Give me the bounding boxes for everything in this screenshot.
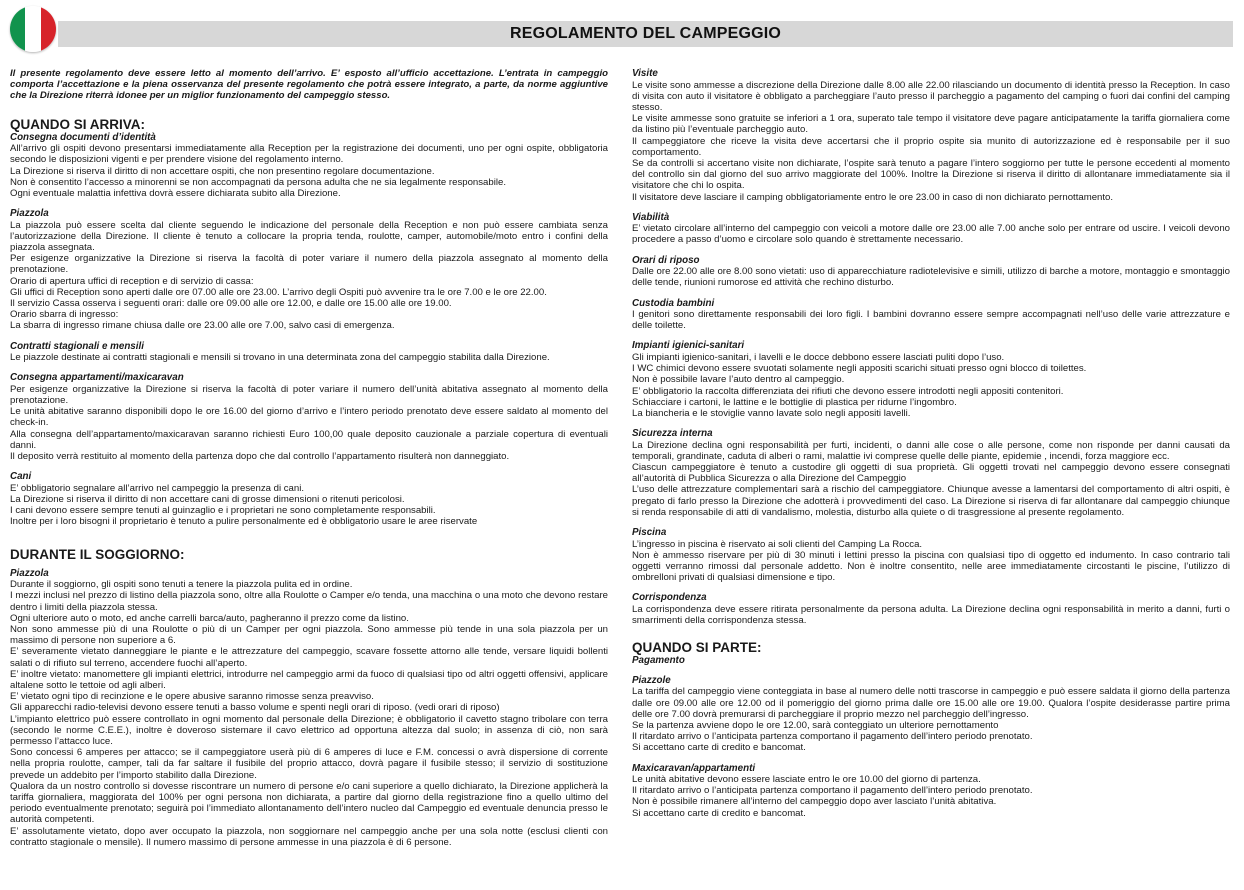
section-text: Per esigenze organizzative la Direzione si riserva la facoltà di poter variare il numero della piazzola assegnato al momento della prenotazione. — [10, 253, 608, 276]
section-title: Viabilità — [632, 211, 670, 223]
section — [10, 372, 608, 462]
section-text: I cani devono essere sempre tenuti al guinzaglio e i proprietari ne sono completamente responsabili. — [10, 505, 436, 517]
section — [10, 208, 608, 332]
departure-sections — [632, 675, 1230, 819]
intro-paragraph: Il presente regolamento deve essere letto al momento dell’arrivo. E’ esposto all’ufficio accettazione. L’entrata in campeggio comporta l’accettazione e la piena osservanza del presente regolamento che potrà essere integrato, a parte, da norme aggiuntive che la Direzione riterrà idonee per un miglior funzionamento del campeggio stesso. — [10, 68, 608, 102]
section — [632, 68, 1230, 203]
section-text: La piazzola può essere scelta dal cliente seguendo le indicazione del personale della Reception e non può essere cambiata senza l’autorizzazione della Direzione. Il cliente è tenuto a collocare la propria tenda, roulotte, camper, automobile/moto entro i confini della piazzola assegnata. — [10, 219, 608, 254]
section-text: La tariffa del campeggio viene conteggiata in base al numero delle notti trascorse in campeggio e può essere saldata il giorno della partenza dalle ore 09.00 alle ore 12.00 od il pomeriggio del giorno prima dalle ore 15.00 alle ore 19.00. Qualora l’ospite desiderasse partire prima delle ore 7.00 dovrà premurarsi di parcheggiare il proprio mezzo nel parcheggio dell’ingresso. — [632, 686, 1230, 720]
section-title: Sicurezza interna — [632, 428, 713, 440]
section-text: Se da controlli si accertano visite non dichiarate, l’ospite sarà tenuto a pagare l’intero soggiorno per tutte le persone eccedenti al momento del controllo sin dal giorno del suo arrivo maggiorate del 100%. Inoltre la Direzione si riserva il diritto di allontanare immediatamente sia il visitatore che chi lo ospita. — [632, 157, 1230, 192]
section-title: Consegna documenti d’identità — [10, 131, 156, 143]
section-title: Piazzola — [10, 208, 49, 220]
section — [632, 675, 1230, 754]
section — [632, 592, 1230, 626]
flag-red-stripe — [41, 6, 56, 52]
section-text: E’ vietato circolare all’interno del campeggio con veicoli a motore dalle ore 23.00 alle 7.00 anche solo per entrare od uscire. I veicoli devono procedere a passo d’uomo e circolare solo quando è strettamente necessario. — [632, 223, 1230, 246]
section-text: Il campeggiatore che riceve la visita deve accertarsi che il proprio ospite sia munito di autorizzazione ed è responsabile per il suo comportamento. — [632, 135, 1230, 158]
section-text: E’ vietato ogni tipo di recinzione e le opere abusive saranno rimosse senza preavviso. — [10, 691, 374, 703]
section-text: E’ inoltre vietato: manomettere gli impianti elettrici, introdurre nel campeggio armi da fuoco di qualsiasi tipo od altri oggetti offensivi, applicare altalene sotto le tettoie od agli alberi. — [10, 668, 608, 691]
section-text: L’impianto elettrico può essere controllato in ogni momento dal personale della Direzione; è obbligatorio il cavetto stagno tribolare con terra (secondo le norme C.E.E.), inoltre è doveroso sistemare il cavo elettrico ad opportuna altezza dal suolo; in assenza di ciò, non sarà permesso l’attacco luce. — [10, 713, 608, 747]
section-text: Le visite sono ammesse a discrezione della Direzione dalle 8.00 alle 22.00 rilasciando un documento di identità presso la Reception. In caso di visita con auto il visitatore è obbligato a parcheggiare l’auto presso il parcheggio a pagamento del camping o fuori dai confini del camping stesso. — [632, 79, 1230, 113]
section-text: Non è possibile rimanere all’interno del campeggio dopo aver lasciato l’unità abitativa. — [632, 796, 997, 808]
section-text: La Direzione si riserva il diritto di non accettare cani di grosse dimensioni o ritenuti pericolosi. — [10, 493, 405, 505]
section-text: Durante il soggiorno, gli ospiti sono tenuti a tenere la piazzola pulita ed in ordine. — [10, 579, 353, 591]
section-title: Impianti igienici-sanitari — [632, 340, 745, 352]
section-title: Maxicaravan/appartamenti — [632, 762, 756, 774]
section-title: Piazzole — [632, 674, 671, 686]
section-text: Ciascun campeggiatore è tenuto a custodire gli oggetti di sua proprietà. Gli oggetti trovati nel campeggio devono essere consegnati all’autorità di Pubblica Sicurezza o alla Direzione del Campeggio — [632, 462, 1230, 485]
section-text: Alla consegna dell’appartamento/maxicaravan saranno richiesti Euro 100,00 quale deposito cauzionale a parziale copertura di eventuali danni. — [10, 428, 608, 451]
departure-subheading: Pagamento — [632, 655, 685, 667]
section-title: Piscina — [632, 527, 667, 539]
flag-white-stripe — [25, 6, 40, 52]
section-text: Si accettano carte di credito e bancomat. — [632, 807, 806, 819]
section — [632, 428, 1230, 518]
section-title: Contratti stagionali e mensili — [10, 340, 144, 352]
section-text: La sbarra di ingresso rimane chiusa dalle ore 23.00 alle ore 7.00, salvo casi di emergenza. — [10, 320, 395, 332]
section-text: Non è possibile lavare l’auto dentro al campeggio. — [632, 374, 845, 386]
arrival-sections — [10, 132, 608, 528]
flag-green-stripe — [10, 6, 25, 52]
stay-sections — [10, 568, 608, 848]
section-text: L’uso delle attrezzature complementari sarà a rischio del campeggiatore. Chiunque avesse a lamentarsi del comportamento di altri ospiti, è pregato di farlo presso la Direzione che adotterà i provvedimenti del caso. La Direzione si riserva di far allontanare dal campeggio chiunque si renda responsabile di atti di vandalismo, molestia, disturbo alla quiete o di trasgressione al presente regolamento. — [632, 484, 1230, 518]
section — [10, 132, 608, 200]
section-text: I WC chimici devono essere svuotati solamente negli appositi scarichi situati presso ogni blocco di toilettes. — [632, 363, 1087, 375]
section-text: La Direzione declina ogni responsabilità per furti, incidenti, o danni alle cose o alle persone, come non risponde per danni causati da temporali, grandinate, caduta di alberi o rami, malattie ivi comprese quelle delle piante, epidemie , incendi, forza maggiore ecc. — [632, 439, 1230, 462]
section — [10, 568, 608, 848]
section-text: Si accettano carte di credito e bancomat. — [632, 742, 806, 754]
section-text: Gli apparecchi radio-televisi devono essere tenuti a basso volume e spenti negli orari di riposo. (vedi orari di riposo) — [10, 702, 500, 714]
section — [632, 212, 1230, 246]
section-text: La biancheria e le stoviglie vanno lavate solo negli appositi lavelli. — [632, 407, 911, 419]
section-text: Non è ammesso riservare per più di 30 minuti i lettini presso la piscina con qualsiasi tipo di oggetto ed indumento. In caso contrario tali oggetti verranno rimossi dal personale addetto. Non è inoltre consentito, nelle aree immediatamente circostanti le piscine, l’utilizzo di ombrelloni privati di qualsiasi dimensione e tipo. — [632, 549, 1230, 584]
right-sections — [632, 68, 1230, 626]
section-text: Non sono ammesse più di una Roulotte o più di un Camper per ogni piazzola. Sono ammesse più tende in una sola piazzola per un massimo di persone non superiore a 6. — [10, 623, 608, 647]
section-text: Le unità abitative saranno disponibili dopo le ore 16.00 del giorno d’arrivo e l’intero periodo prenotato deve essere saldato al momento del check-in. — [10, 406, 608, 429]
right-column — [632, 68, 1230, 828]
section-text: Il servizio Cassa osserva i seguenti orari: dalle ore 09.00 alle ore 12.00, e dalle ore 15.00 alle ore 19.00. — [10, 298, 452, 310]
section-text: Non è consentito l’accesso a minorenni se non accompagnati da persona adulta che ne sia legalmente responsabile. — [10, 176, 506, 188]
section-text: Il ritardato arrivo o l’anticipata partenza comportano il pagamento dell’intero periodo prenotato. — [632, 785, 1033, 797]
section-text: L’ingresso in piscina è riservato ai soli clienti del Camping La Rocca. — [632, 538, 923, 550]
departure-heading: QUANDO SI PARTE: — [632, 640, 762, 656]
section-text: La Direzione si riserva il diritto di non accettare ospiti, che non presentino regolare documentazione. — [10, 165, 435, 177]
section-text: Il ritardato arrivo o l’anticipata partenza comportano il pagamento dell’intero periodo prenotato. — [632, 731, 1033, 743]
section — [10, 341, 608, 364]
section-text: Il deposito verrà restituito al momento della partenza dopo che dal controllo l’appartamento risulterà non danneggiato. — [10, 451, 510, 463]
section-text: Ogni eventuale malattia infettiva dovrà essere dichiarata subito alla Direzione. — [10, 187, 341, 199]
title-bar — [58, 21, 1233, 47]
section-text: I genitori sono direttamente responsabili dei loro figli. I bambini dovranno essere sempre accompagnati nell’uso delle varie attrezzature e delle toilette. — [632, 309, 1230, 332]
section — [632, 763, 1230, 819]
section-title: Visite — [632, 68, 658, 79]
section-text: Se la partenza avviene dopo le ore 12.00, sarà conteggiato un ulteriore pernottamento — [632, 719, 999, 731]
section — [10, 471, 608, 527]
section-text: Le unità abitative devono essere lasciate entro le ore 10.00 del giorno di partenza. — [632, 774, 981, 786]
section-text: Gli uffici di Reception sono aperti dalle ore 07.00 alle ore 23.00. L’arrivo degli Ospiti può avvenire tra le ore 7.00 e le ore 22.00. — [10, 286, 547, 298]
section — [632, 255, 1230, 289]
section-text: E’ assolutamente vietato, dopo aver occupato la piazzola, non soggiornare nel campeggio anche per una sola notte (esclusi clienti con contratto stagionale o mensile). Il numero massimo di persone ammesse in una piazzola è di 6 persone. — [10, 825, 608, 848]
section-text: Il visitatore deve lasciare il camping obbligatoriamente entro le ore 23.00 in caso di non dichiarato pernottamento. — [632, 191, 1114, 203]
section-text: E’ obbligatorio la raccolta differenziata dei rifiuti che devono essere introdotti negli appositi contenitori. — [632, 385, 1064, 397]
section-title: Custodia bambini — [632, 297, 715, 309]
section-text: Ogni ulteriore auto o moto, ed anche carrelli barca/auto, pagheranno il prezzo come da listino. — [10, 612, 409, 624]
section-text: E’ obbligatorio segnalare all’arrivo nel campeggio la presenza di cani. — [10, 482, 305, 494]
section-text: Dalle ore 22.00 alle ore 8.00 sono vietati: uso di apparecchiature radiotelevisive e simili, utilizzo di barche a motore, montaggio e smontaggio delle tende, riunioni rumorose ed attività che rechino disturbo. — [632, 266, 1230, 289]
section-title: Cani — [10, 471, 32, 483]
arrival-heading: QUANDO SI ARRIVA: — [10, 116, 145, 132]
section-title: Consegna appartamenti/maxicaravan — [10, 372, 184, 384]
section-text: Orario sbarra di ingresso: — [10, 309, 119, 321]
left-column — [10, 68, 608, 857]
section-text: Per esigenze organizzative la Direzione si riserva la facoltà di poter variare il numero dell’unità abitativa assegnato al momento della prenotazione. — [10, 383, 608, 407]
section — [632, 527, 1230, 583]
stay-heading: DURANTE IL SOGGIORNO: — [10, 546, 185, 562]
section-text: Qualora da un nostro controllo si dovesse riscontrare un numero di persone e/o cani superiore a quello dichiarato, la Direzione applicherà la tariffa giornaliera, maggiorata del 100% per ogni persona non dichiarata, a partire dal giorno della registrazione fino a quello ultimo del periodo eventualmente prenotato; seguirà poi l’immediato allontanamento dell’intero nucleo dal Campeggio ed eventuale denuncia presso le autorità competenti. — [10, 780, 608, 826]
section — [632, 298, 1230, 332]
page-title: REGOLAMENTO DEL CAMPEGGIO — [509, 25, 782, 42]
italian-flag-icon — [10, 6, 56, 52]
section-text: Gli impianti igienico-sanitari, i lavelli e le docce debbono essere lasciati puliti dopo l’uso. — [632, 351, 1005, 363]
section-text: Le piazzole destinate ai contratti stagionali e mensili si trovano in una determinata zona del campeggio stabilita dalla Direzione. — [10, 352, 550, 364]
section-text: Le visite ammesse sono gratuite se inferiori a 1 ora, superato tale tempo il visitatore deve pagare anticipatamente la tariffa giornaliera come da listino più l’eventuale parcheggio auto. — [632, 113, 1230, 136]
section — [632, 340, 1230, 419]
section-text: I mezzi inclusi nel prezzo di listino della piazzola sono, oltre alla Roulotte o Camper e/o tenda, una macchina o una moto che devono restare dentro i limiti della piazzola stessa. — [10, 590, 608, 613]
section-text: E’ severamente vietato danneggiare le piante e le attrezzature del campeggio, scavare fossette attorno alle tende, versare liquidi bollenti salati o di rifiuto sul terreno, accendere fuochi all’aperto. — [10, 646, 608, 669]
section-title: Piazzola — [10, 567, 49, 579]
section-text: La corrispondenza deve essere ritirata personalmente da persona adulta. La Direzione declina ogni responsabilità in merito a danni, furti o smarrimenti della corrispondenza stessa. — [632, 603, 1230, 627]
section-text: Schiacciare i cartoni, le lattine e le bottiglie di plastica per ridurne l’ingombro. — [632, 396, 957, 408]
section-text: Sono concessi 6 amperes per attacco; se il campeggiatore userà più di 6 amperes di luce e F.M. concessi o avrà dispersione di corrente nella propria roulotte, camper, tali da far saltare il fusibile del proprio attacco, dovrà pagare il fusibile stesso; il servizio di sostituzione prevede un addebito per l’importo stabilito dalla Direzione. — [10, 747, 608, 781]
section-text: Orario di apertura uffici di reception e di servizio di cassa: — [10, 275, 254, 287]
section-text: Inoltre per i loro bisogni il proprietario è tenuto a pulire personalmente ed è obbligatorio usare le aree riservate — [10, 516, 478, 528]
section-text: All’arrivo gli ospiti devono presentarsi immediatamente alla Reception per la registrazione dei documenti, uno per ogni ospite, obbligatoria secondo le disposizioni vigenti e per prendere visione del regolamento interno. — [10, 143, 608, 166]
section-title: Corrispondenza — [632, 592, 707, 604]
section-title: Orari di riposo — [632, 254, 700, 266]
